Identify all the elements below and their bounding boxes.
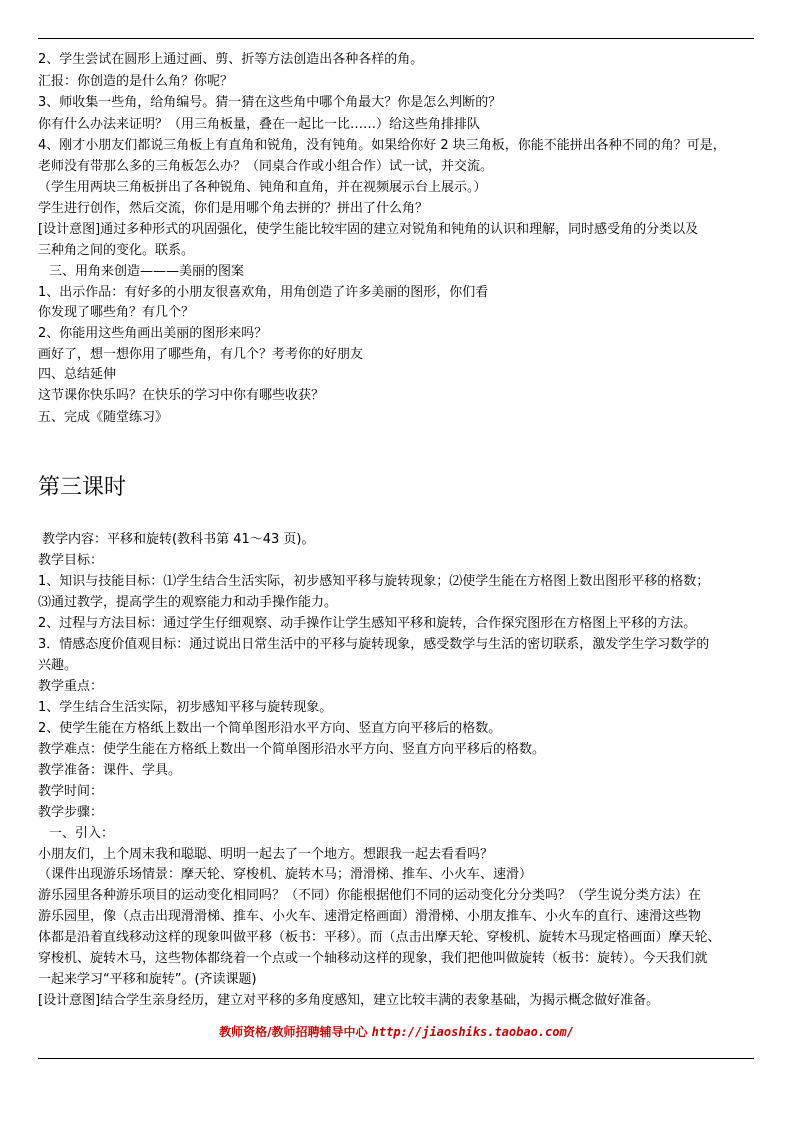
- text-line: 汇报：你创造的是什么角？你呢？: [38, 74, 234, 89]
- text-line: 教学目标：: [38, 553, 104, 568]
- text-line: 老师没有带那么多的三角板怎么办？（同桌合作或小组合作）试一试，并交流。: [38, 159, 494, 174]
- text-line: 你发现了哪些角？有几个？: [38, 305, 195, 320]
- text-line: 3．情感态度价值观目标：通过说出日常生活中的平移与旋转现象，感受数学与生活的密切联系，激发学生学习数学的: [38, 637, 710, 652]
- text-line: [设计意图]结合学生亲身经历，建立对平移的多角度感知，建立比较丰满的表象基础，为揭示概念做好准备。: [38, 993, 660, 1008]
- text-line: 4、刚才小朋友们都说三角板上有直角和锐角，没有钝角。如果给你好 2 块三角板，你能不能拼出各种不同的角？可是，: [38, 138, 726, 153]
- text-line: [设计意图]通过多种形式的巩固强化，使学生能比较牢固的建立对锐角和钝角的认识和理解，同时感受角的分类以及: [38, 222, 699, 237]
- footer-rule: [38, 1058, 754, 1059]
- text-line: 学生进行创作，然后交流，你们是用哪个角去拼的？拼出了什么角？: [38, 201, 429, 216]
- text-line: 五、完成《随堂练习》: [38, 410, 169, 425]
- section-subheading: 三、用角来创造———美丽的图案: [49, 264, 245, 279]
- text-line: （课件出现游乐场情景：摩天轮、穿梭机、旋转木马；滑滑梯、推车、小火车、速滑）: [38, 867, 533, 882]
- text-line: 画好了，想一想你用了哪些角，有几个？考考你的好朋友: [38, 347, 364, 362]
- text-line: 1、学生结合生活实际，初步感知平移与旋转现象。: [38, 700, 333, 715]
- section-subheading: 一、引入：: [49, 826, 115, 841]
- text-line: 教学重点：: [38, 679, 104, 694]
- text-line: ⑶通过教学，提高学生的观察能力和动手操作能力。: [38, 595, 338, 610]
- text-line: 2、你能用这些角画出美丽的图形来吗？: [38, 326, 268, 341]
- text-line: 一起来学习“平移和旋转”。(齐读课题): [38, 972, 257, 987]
- header-rule: [38, 38, 754, 39]
- text-line: 2、学生尝试在圆形上通过画、剪、折等方法创造出各种各样的角。: [38, 52, 424, 67]
- text-line: 三种角之间的变化。联系。: [38, 243, 195, 258]
- text-line: 教学时间：: [38, 784, 104, 799]
- text-line: 你有什么办法来证明？（用三角板量，叠在一起比一比……）给这些角排排队: [38, 117, 481, 132]
- page-title: 第三课时: [38, 475, 127, 500]
- text-line: 体都是沿着直线移动这样的现象叫做平移（板书：平移）。而（点击出摩天轮、穿梭机、旋转木马现定格画面）摩天轮、: [38, 930, 721, 945]
- text-line: 小朋友们，上个周末我和聪聪、明明一起去了一个地方。想跟我一起去看看吗？: [38, 847, 494, 862]
- text-line: 3、师收集一些角，给角编号。猜一猜在这些角中哪个角最大？你是怎么判断的？: [38, 95, 502, 110]
- footer-banner: [0, 1024, 793, 1040]
- text-line: 兴趣。: [38, 658, 78, 673]
- text-line: 四、总结延伸: [38, 367, 117, 382]
- text-line: 游乐园里，像（点击出现滑滑梯、推车、小火车、速滑定格画面）滑滑梯、小朋友推车、小火车的直行、速滑这些物: [38, 909, 702, 924]
- text-line: 教学内容：平移和旋转(教科书第 41～43 页)。: [42, 532, 315, 547]
- text-line: 1、出示作品：有好多的小朋友很喜欢角，用角创造了许多美丽的图形，你们看: [38, 285, 489, 300]
- text-line: 教学难点：使学生能在方格纸上数出一个简单图形沿水平方向、竖直方向平移后的格数。: [38, 742, 546, 757]
- text-line: 游乐园里各种游乐项目的运动变化相同吗？（不同）你能根据他们不同的运动变化分分类吗？（学生说分类方法）在: [38, 888, 702, 903]
- footer-link[interactable]: http://jiaoshiks.taobao.com/: [371, 1025, 574, 1039]
- text-line: 教学步骤：: [38, 805, 104, 820]
- text-line: （学生用两块三角板拼出了各种锐角、钝角和直角，并在视频展示台上展示。）: [38, 180, 487, 195]
- footer-text: 教师资格/教师招聘辅导中心: [219, 1025, 368, 1039]
- text-line: 2、过程与方法目标：通过学生仔细观察、动手操作让学生感知平移和旋转，合作探究图形在方格图上平移的方法。: [38, 616, 697, 631]
- text-line: 2、使学生能在方格纸上数出一个简单图形沿水平方向、竖直方向平移后的格数。: [38, 721, 502, 736]
- text-line: 教学准备：课件、学具。: [38, 763, 182, 778]
- text-line: 这节课你快乐吗？在快乐的学习中你有哪些收获？: [38, 388, 325, 403]
- text-line: 穿梭机、旋转木马，这些物体都绕着一个点或一个轴移动这样的现象，我们把他叫做旋转（板书：旋转）。今天我们就: [38, 951, 708, 966]
- text-line: 1、知识与技能目标：⑴学生结合生活实际，初步感知平移与旋转现象；⑵使学生能在方格图上数出图形平移的格数；: [38, 574, 710, 589]
